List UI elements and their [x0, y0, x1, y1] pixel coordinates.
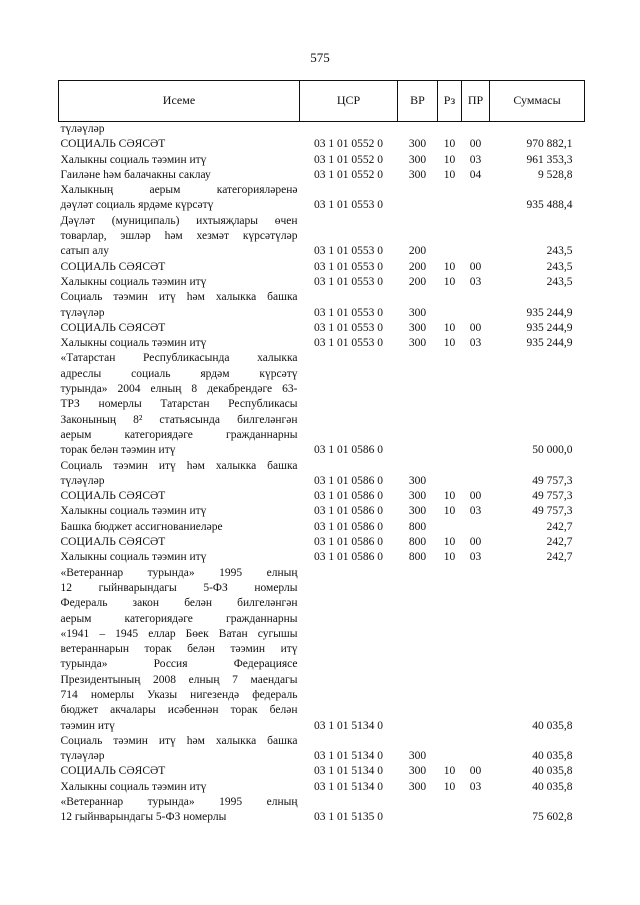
row-name — [59, 734, 300, 765]
row-name-line: торак белән тәэмин итү — [60, 444, 176, 457]
row-pr: 03 — [469, 275, 482, 288]
row-csr: 03 1 01 5134 0 — [314, 765, 383, 778]
row-name — [59, 168, 300, 183]
row-name-line: Халыкны социаль тәэмин итү — [60, 505, 207, 518]
row-name — [59, 780, 300, 795]
header-sum: Суммасы — [490, 81, 585, 122]
row-rz: 10 — [443, 275, 456, 288]
row-pr — [462, 290, 490, 321]
row-name-line: «1941 – 1945 еллар Бөек Ватан сугышы — [60, 627, 298, 640]
row-rz: 10 — [443, 260, 456, 273]
row-csr — [300, 122, 398, 138]
row-name-line: дәүләт социаль ярдәме күрсәтү — [60, 199, 214, 212]
row-pr: 00 — [469, 321, 482, 334]
row-csr: 03 1 01 0553 0 — [314, 337, 383, 350]
row-sum: 935 244,9 — [526, 321, 573, 334]
row-vr: 300 — [408, 505, 427, 518]
row-vr: 300 — [408, 750, 427, 763]
row-pr — [462, 214, 490, 260]
row-sum: 243,5 — [546, 260, 573, 273]
row-sum: 40 035,8 — [532, 719, 573, 732]
row-name — [59, 290, 300, 321]
row-rz: 10 — [443, 490, 456, 503]
row-name-line: СОЦИАЛЬ СӘЯСӘТ — [60, 490, 166, 503]
row-name-line: 12 гыйнварындагы 5-ФЗ номерлы — [60, 581, 298, 594]
row-sum: 75 602,8 — [532, 811, 573, 824]
row-name — [59, 336, 300, 351]
row-name-line: түләүләр — [60, 474, 105, 487]
row-sum: 961 353,3 — [526, 153, 573, 166]
row-vr: 200 — [408, 260, 427, 273]
row-name-line: Халыкны социаль тәэмин итү — [60, 551, 207, 564]
row-pr: 04 — [469, 168, 482, 181]
row-csr: 03 1 01 0552 0 — [314, 138, 383, 151]
table-header-row — [59, 81, 585, 122]
row-pr — [462, 183, 490, 214]
row-name-line: «Татарстан Республикасында халыкка — [60, 352, 298, 365]
table-row — [59, 566, 585, 734]
table-row — [59, 153, 585, 168]
row-pr: 00 — [469, 536, 482, 549]
row-vr: 200 — [408, 275, 427, 288]
row-name — [59, 153, 300, 168]
row-name-line: бюджет акчалары исәбеннән торак белән — [60, 704, 298, 717]
row-name — [59, 795, 300, 826]
table-body — [59, 122, 585, 826]
table-row — [59, 260, 585, 275]
row-name-line: СОЦИАЛЬ СӘЯСӘТ — [60, 765, 166, 778]
row-rz: 10 — [443, 321, 456, 334]
row-csr: 03 1 01 0553 0 — [314, 260, 383, 273]
row-name-line: тәэмин итү — [60, 719, 115, 732]
row-name-line: 12 гыйнварындагы 5-ФЗ номерлы — [60, 811, 227, 824]
header-rz: Рз — [438, 81, 462, 122]
row-pr — [462, 795, 490, 826]
table-row — [59, 168, 585, 183]
row-rz — [438, 566, 462, 734]
header-name: Исеме — [59, 81, 300, 122]
row-rz: 10 — [443, 780, 456, 793]
row-sum: 935 244,9 — [526, 337, 573, 350]
table-row — [59, 764, 585, 779]
row-csr: 03 1 01 0586 0 — [314, 490, 383, 503]
row-csr: 03 1 01 0586 0 — [314, 536, 383, 549]
row-csr: 03 1 01 0552 0 — [314, 153, 383, 166]
row-sum — [490, 122, 585, 138]
row-vr: 800 — [408, 520, 427, 533]
table-row — [59, 214, 585, 260]
row-name-line: «Ветераннар турында» 1995 елның — [60, 566, 298, 579]
table-row — [59, 459, 585, 490]
row-csr: 03 1 01 5134 0 — [314, 780, 383, 793]
row-name — [59, 504, 300, 519]
row-rz — [438, 459, 462, 490]
row-name-line: Халыкны социаль тәэмин итү — [60, 275, 207, 288]
row-sum: 935 488,4 — [526, 199, 573, 212]
row-pr — [462, 566, 490, 734]
row-sum: 40 035,8 — [532, 750, 573, 763]
row-vr: 300 — [408, 168, 427, 181]
row-rz — [438, 520, 462, 535]
row-rz: 10 — [443, 138, 456, 151]
table-row — [59, 137, 585, 152]
row-pr: 00 — [469, 490, 482, 503]
row-csr: 03 1 01 0553 0 — [314, 245, 383, 258]
row-rz — [438, 795, 462, 826]
row-vr: 300 — [408, 780, 427, 793]
row-name-line: Социаль тәэмин итү һәм халыкка башка — [60, 459, 298, 472]
header-pr: ПР — [462, 81, 490, 122]
table-row — [59, 336, 585, 351]
row-rz — [438, 290, 462, 321]
row-name — [59, 566, 300, 734]
row-sum: 49 757,3 — [532, 505, 573, 518]
row-sum: 49 757,3 — [532, 490, 573, 503]
table-row — [59, 122, 585, 138]
table-row — [59, 321, 585, 336]
table-row — [59, 351, 585, 458]
row-csr: 03 1 01 0586 0 — [314, 551, 383, 564]
row-vr: 300 — [408, 321, 427, 334]
row-name-line: аерым категориядәге гражданнарны — [60, 612, 298, 625]
row-csr: 03 1 01 5134 0 — [314, 750, 383, 763]
row-sum: 242,7 — [546, 551, 573, 564]
row-vr — [398, 795, 438, 826]
row-sum: 242,7 — [546, 536, 573, 549]
row-rz — [438, 734, 462, 765]
row-pr — [462, 122, 490, 138]
table-row — [59, 520, 585, 535]
row-sum: 40 035,8 — [532, 780, 573, 793]
row-vr — [398, 122, 438, 138]
row-pr: 00 — [469, 260, 482, 273]
row-vr: 300 — [408, 765, 427, 778]
row-csr: 03 1 01 0586 0 — [314, 444, 383, 457]
row-sum: 970 882,1 — [526, 138, 573, 151]
table-row — [59, 290, 585, 321]
table-row — [59, 795, 585, 826]
row-name-line: СОЦИАЛЬ СӘЯСӘТ — [60, 321, 166, 334]
row-name-line: түләүләр — [60, 750, 105, 763]
table-row — [59, 734, 585, 765]
table-row — [59, 535, 585, 550]
row-name-line: Халыкны социаль тәэмин итү — [60, 780, 207, 793]
row-name-line: СОЦИАЛЬ СӘЯСӘТ — [60, 138, 166, 151]
row-pr: 03 — [469, 780, 482, 793]
row-vr: 300 — [408, 306, 427, 319]
row-vr: 300 — [408, 337, 427, 350]
row-rz — [438, 214, 462, 260]
row-name-line: 714 номерлы Указы нигезендә федераль — [60, 688, 298, 701]
row-name-line: түләүләр — [60, 123, 105, 135]
row-name-line: Халыкны социаль тәэмин итү — [60, 337, 207, 350]
row-rz: 10 — [443, 153, 456, 166]
row-name — [59, 260, 300, 275]
header-csr: ЦСР — [300, 81, 398, 122]
row-csr: 03 1 01 0552 0 — [314, 168, 383, 181]
row-name-line: Федераль закон белән билгеләнгән — [60, 597, 298, 610]
row-name-line: аерым категориядәге гражданнарны — [60, 428, 298, 441]
page-number: 575 — [310, 50, 330, 65]
row-name-line: СОЦИАЛЬ СӘЯСӘТ — [60, 260, 166, 273]
row-vr: 300 — [408, 490, 427, 503]
row-csr: 03 1 01 5135 0 — [314, 811, 383, 824]
row-name — [59, 122, 300, 138]
row-sum: 9 528,8 — [538, 168, 573, 181]
row-vr: 800 — [408, 551, 427, 564]
row-name-line: Дәүләт (муниципаль) ихтыяҗлары өчен — [60, 214, 298, 227]
row-name — [59, 214, 300, 260]
table-row — [59, 489, 585, 504]
row-name-line: СОЦИАЛЬ СӘЯСӘТ — [60, 536, 166, 549]
row-vr — [398, 183, 438, 214]
row-pr: 03 — [469, 551, 482, 564]
row-csr: 03 1 01 0553 0 — [314, 321, 383, 334]
row-name — [59, 489, 300, 504]
row-pr — [462, 520, 490, 535]
row-csr: 03 1 01 0553 0 — [314, 199, 383, 212]
row-vr — [398, 351, 438, 458]
row-rz: 10 — [443, 536, 456, 549]
row-name-line: товарлар, эшләр һәм хезмәт күрсәтүләр — [60, 230, 298, 243]
row-rz — [438, 351, 462, 458]
row-name-line: Гаиләне һәм балачакны саклау — [60, 168, 211, 181]
row-name-line: Халыкны социаль тәэмин итү — [60, 153, 207, 166]
row-rz: 10 — [443, 505, 456, 518]
row-csr: 03 1 01 0586 0 — [314, 520, 383, 533]
row-csr: 03 1 01 0586 0 — [314, 474, 383, 487]
row-rz: 10 — [443, 551, 456, 564]
row-name-line: адреслы социаль ярдәм күрсәтү — [60, 367, 298, 380]
row-sum: 49 757,3 — [532, 474, 573, 487]
row-name — [59, 321, 300, 336]
row-pr: 03 — [469, 505, 482, 518]
row-rz — [438, 183, 462, 214]
table-row — [59, 550, 585, 565]
row-name-line: «Ветераннар турында» 1995 елның — [60, 796, 298, 809]
row-name-line: Башка бюджет ассигнованиеләре — [60, 520, 223, 533]
row-name — [59, 535, 300, 550]
row-name-line: ветераннарын торак белән тәэмин итү — [60, 643, 298, 656]
row-vr: 200 — [408, 245, 427, 258]
row-name-line: Социаль тәэмин итү һәм халыкка башка — [60, 291, 298, 304]
row-name-line: сатып алу — [60, 245, 110, 258]
row-sum: 935 244,9 — [526, 306, 573, 319]
header-vr: ВР — [398, 81, 438, 122]
table-row — [59, 504, 585, 519]
row-name — [59, 137, 300, 152]
row-pr — [462, 351, 490, 458]
row-rz: 10 — [443, 337, 456, 350]
table-row — [59, 183, 585, 214]
row-rz: 10 — [443, 168, 456, 181]
row-pr: 00 — [469, 765, 482, 778]
row-name-line: Президентының 2008 елның 7 маендагы — [60, 673, 298, 686]
row-name-line: Социаль тәэмин итү һәм халыкка башка — [60, 734, 298, 747]
row-csr: 03 1 01 0553 0 — [314, 275, 383, 288]
table-row — [59, 275, 585, 290]
row-pr: 03 — [469, 153, 482, 166]
row-sum: 50 000,0 — [532, 444, 573, 457]
row-name — [59, 520, 300, 535]
row-csr: 03 1 01 5134 0 — [314, 719, 383, 732]
row-rz — [438, 122, 462, 138]
row-name — [59, 183, 300, 214]
row-name-line: Законының 8² статьясында билгеләнгән — [60, 413, 298, 426]
row-name — [59, 459, 300, 490]
budget-table — [58, 80, 585, 826]
row-name — [59, 351, 300, 458]
row-sum: 243,5 — [546, 275, 573, 288]
row-pr: 03 — [469, 337, 482, 350]
row-name — [59, 275, 300, 290]
row-vr: 300 — [408, 138, 427, 151]
row-csr: 03 1 01 0553 0 — [314, 306, 383, 319]
row-vr: 300 — [408, 153, 427, 166]
row-vr: 800 — [408, 536, 427, 549]
row-name — [59, 764, 300, 779]
row-csr: 03 1 01 0586 0 — [314, 505, 383, 518]
row-vr — [398, 566, 438, 734]
row-sum: 40 035,8 — [532, 765, 573, 778]
row-pr — [462, 459, 490, 490]
row-sum: 243,5 — [546, 245, 573, 258]
row-pr — [462, 734, 490, 765]
row-name — [59, 550, 300, 565]
row-name-line: Халыкның аерым категорияләренә — [60, 184, 298, 197]
row-sum: 242,7 — [546, 520, 573, 533]
row-vr: 300 — [408, 474, 427, 487]
row-name-line: турында» Россия Федерациясе — [60, 658, 298, 671]
table-row — [59, 780, 585, 795]
row-rz: 10 — [443, 765, 456, 778]
row-name-line: түләүләр — [60, 306, 105, 319]
row-name-line: турында» 2004 елның 8 декабрендәге 63- — [60, 383, 298, 396]
row-pr: 00 — [469, 138, 482, 151]
row-name-line: ТРЗ номерлы Татарстан Республикасы — [60, 398, 298, 411]
